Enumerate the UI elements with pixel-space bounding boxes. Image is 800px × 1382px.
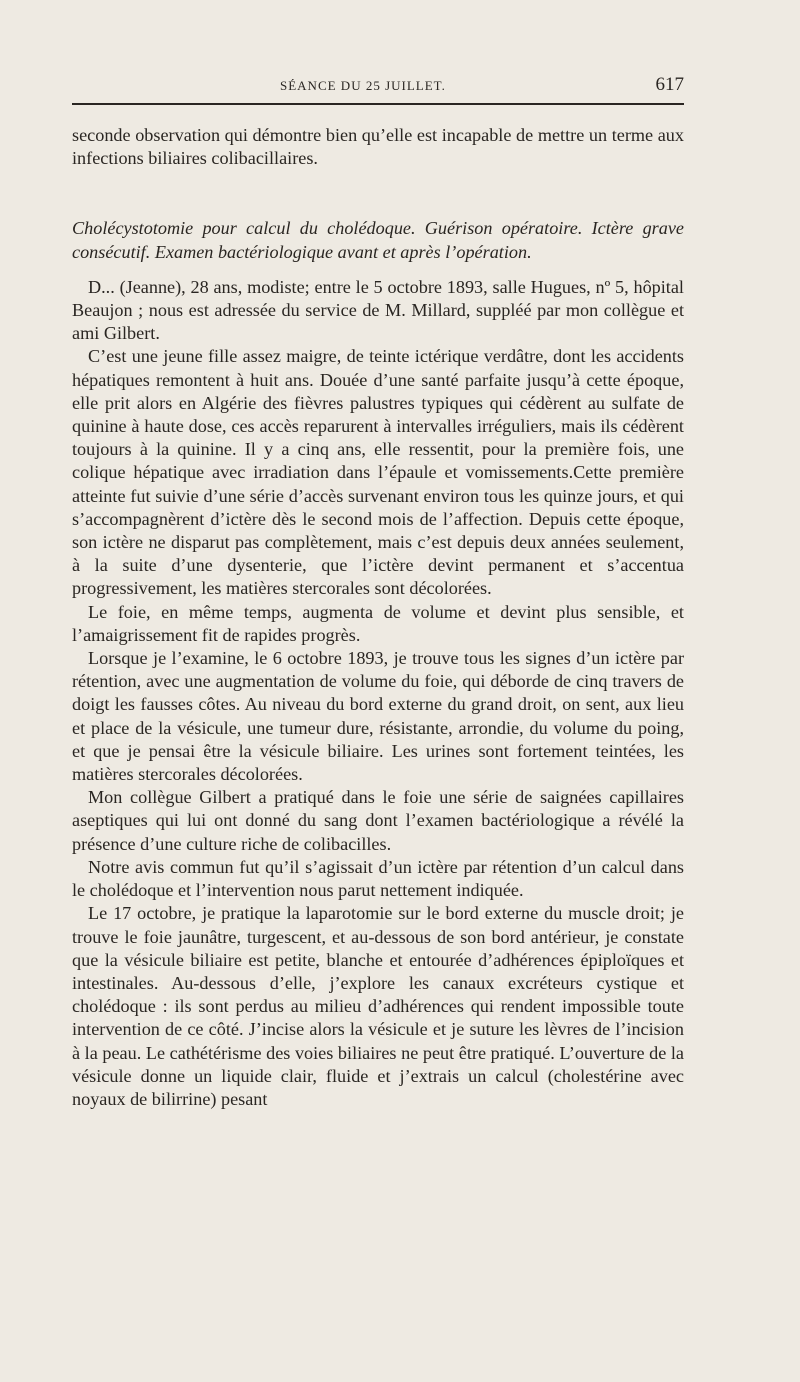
page-header [72,74,684,102]
paragraph-diagnosis: Notre avis commun fut qu’il s’agissait d’un ictère par rétention d’un calcul dans le cholédoque et l’intervention nous parut nettement indiquée. [72,856,684,901]
paragraph-operation: Le 17 octobre, je pratique la laparotomie sur le bord externe du muscle droit; je trouve le foie jaunâtre, turgescent, et au-dessous de son bord antérieur, je constate que la vésicule biliaire est petite, blanche et entourée d’adhérences épiploïques et intestinales. Au-dessous d’elle, j’explore les canaux excréteurs cystique et cholédoque : ils sont perdus au milieu d’adhérences qui rendent impossible toute intervention de ce côté. J’incise alors la vésicule et je suture les lèvres de l’incision à la peau. Le cathétérisme des voies biliaires ne peut être pratiqué. L’ouverture de la vésicule donne un liquide clair, fluide et j’extrais un calcul (cholestérine avec noyaux de bilirrine) pesant [72,903,684,1109]
case-subtitle: Cholécystotomie pour calcul du cholédoque. Guérison opératoire. Ictère grave consécutif. Examen bactériologique avant et après l’opération. [72,218,684,262]
paragraph-continuation: seconde observation qui démontre bien qu’elle est incapable de mettre un terme aux infections biliaires colibacillaires. [72,125,684,169]
paragraph-bacteriology: Mon collègue Gilbert a pratiqué dans le foie une série de saignées capillaires aseptiques qui lui ont donné du sang dont l’examen bactériologique a révélé la présence d’une culture riche de colibacilles. [72,787,684,854]
paragraph-liver: Le foie, en même temps, augmenta de volume et devint plus sensible, et l’amaigrissement fit de rapides progrès. [72,601,684,645]
page-number: 617 [655,74,684,95]
paragraph-examination: Lorsque je l’examine, le 6 octobre 1893, je trouve tous les signes d’un ictère par rétention, avec une augmentation de volume du foie, qui déborde de cinq travers de doigt les fausses côtes. Au niveau du bord externe du grand droit, on sent, aux lieu et place de la vésicule, une tumeur dure, résistante, arrondie, du volume du poing, et que je pensai être la vésicule biliaire. Les urines sont fortement teintées, les matières stercorales décolorées. [72,648,684,785]
paragraph-patient-intro: D... (Jeanne), 28 ans, modiste; entre le 5 octobre 1893, salle Hugues, nº 5, hôpital Beaujon ; nous est adressée du service de M. Millard, suppléé par mon collègue et ami Gilbert. [72,276,684,344]
running-title: SÉANCE DU 25 JUILLET. [280,78,446,93]
body-text [72,124,684,1111]
paragraph-history: C’est une jeune fille assez maigre, de teinte ictérique verdâtre, dont les accidents hépatiques remontent à huit ans. Douée d’une santé parfaite jusqu’à cette époque, elle prit alors en Algérie des fièvres palustres typiques qui cédèrent au sulfate de quinine à haute dose, ces accès reparurent à intervalles irréguliers, mais ils cédèrent toujours à la quinine. Il y a cinq ans, elle ressentit, pour la première fois, une colique hépatique avec irradiation dans l’épaule et vomissements.Cette première atteinte fut suivie d’une série d’accès survenant environ tous les quinze jours, et qui s’accompagnèrent d’ictère dès le second mois de l’affection. Depuis cette époque, son ictère ne disparut pas complètement, mais c’est depuis deux années seulement, à la suite d’une dysenterie, que l’ictère devint permanent et s’accentua progressivement, les matières stercorales sont décolorées. [72,346,684,599]
header-rule [72,103,684,105]
